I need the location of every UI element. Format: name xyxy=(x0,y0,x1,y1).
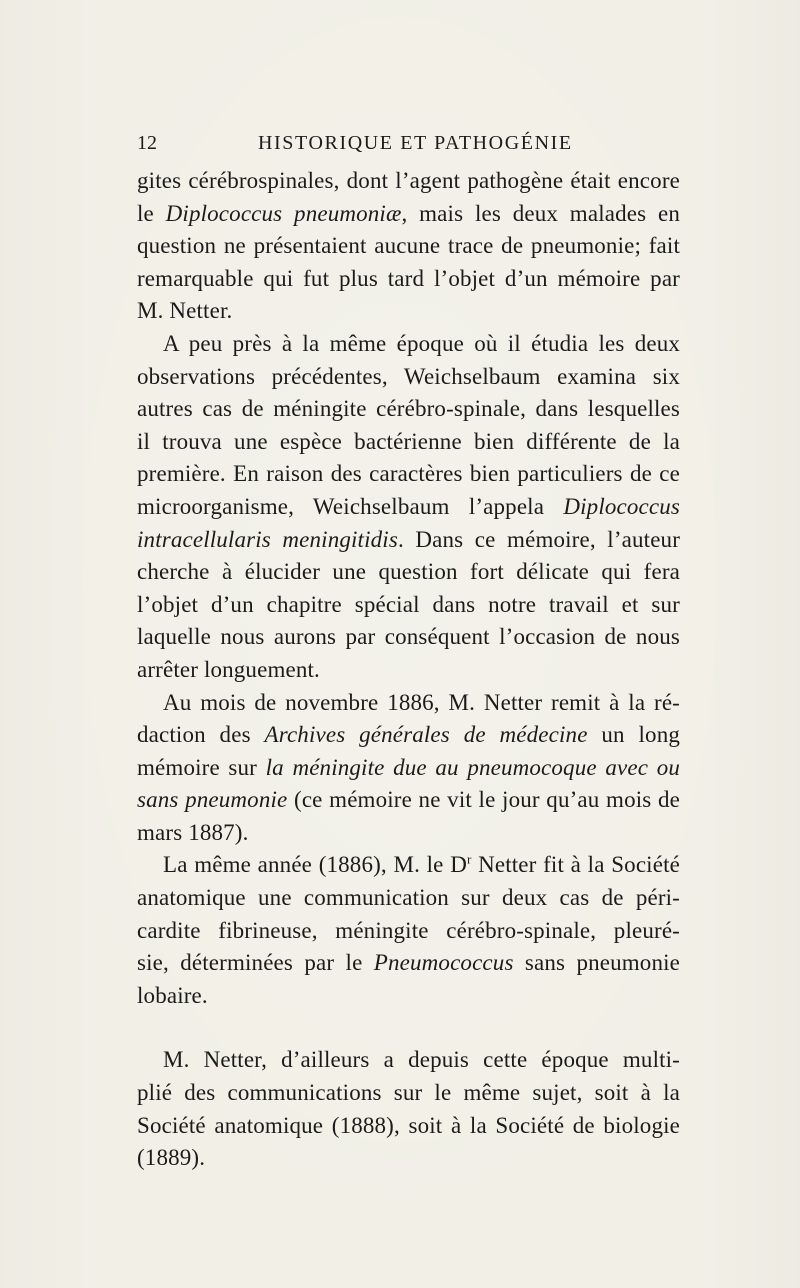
text-line xyxy=(137,752,680,785)
superscript-text: r xyxy=(466,851,472,867)
italic-text: sans pneumonie xyxy=(137,787,288,813)
text-line xyxy=(137,784,680,817)
text-line: anatomique une communication sur deux cas de péri- xyxy=(137,885,680,911)
body-text xyxy=(137,165,680,1175)
text-line: mars 1887). xyxy=(137,819,249,845)
text-span: La même année (1886), M. le D xyxy=(163,852,467,878)
italic-text: intracellularis meningitidis xyxy=(137,526,398,552)
text-line xyxy=(137,849,680,882)
text-span: (ce mémoire ne vit le jour qu’au mois de xyxy=(287,787,680,813)
italic-text: Diplococcus pneumoniæ xyxy=(165,200,402,226)
text-span: mémoire sur xyxy=(137,754,266,780)
text-span: Netter fit à la Société xyxy=(471,852,680,878)
text-line: l’objet d’un chapitre spécial dans notre travail et sur xyxy=(137,591,680,617)
text-line: cherche à élucider une question fort délicate qui fera xyxy=(137,559,680,585)
text-line: première. En raison des caractères bien particuliers de ce xyxy=(137,461,680,487)
text-line: remarquable qui fut plus tard l’objet d’un mémoire par xyxy=(137,265,680,291)
text-span: daction des xyxy=(137,722,265,748)
text-line: (1889). xyxy=(137,1145,206,1171)
text-span: , mais les deux malades en xyxy=(401,200,680,226)
text-line: M. Netter, d’ailleurs a depuis cette époque multi- xyxy=(163,1047,680,1073)
italic-text: Pneumococcus xyxy=(373,950,514,976)
text-line xyxy=(137,524,680,557)
running-head: HISTORIQUE ET PATHOGÉNIE xyxy=(258,132,573,154)
text-span: sie, déterminées par le xyxy=(137,950,374,976)
paragraph xyxy=(137,328,680,687)
text-line xyxy=(137,491,680,524)
paragraph-spacer xyxy=(137,1012,680,1044)
paragraph xyxy=(137,849,680,1012)
text-line xyxy=(137,719,680,752)
text-line: question ne présentaient aucune trace de pneumonie; fait xyxy=(137,233,680,259)
paragraph xyxy=(137,165,680,328)
text-line: observations précédentes, Weichselbaum examina six xyxy=(137,363,680,389)
paragraph xyxy=(137,687,680,850)
text-span: le xyxy=(137,200,166,226)
italic-text: Archives générales de médecine xyxy=(264,722,588,748)
italic-text: Diplococcus xyxy=(563,493,680,519)
text-line: lobaire. xyxy=(137,982,208,1008)
text-line: il trouva une espèce bactérienne bien différente de la xyxy=(137,428,680,454)
text-line: A peu près à la même époque où il étudia les deux xyxy=(163,330,680,356)
text-line: Au mois de novembre 1886, M. Netter remit à la ré- xyxy=(163,689,680,715)
text-line: arrêter longuement. xyxy=(137,656,320,682)
paragraph xyxy=(137,1044,680,1174)
text-line: cardite fibrineuse, méningite cérébro-spinale, pleuré- xyxy=(137,917,680,943)
page-header xyxy=(137,128,677,158)
text-line: autres cas de méningite cérébro-spinale, dans lesquelles xyxy=(137,396,680,422)
italic-text: la méningite due au pneumocoque avec ou xyxy=(265,754,680,780)
text-line: Société anatomique (1888), soit à la Société de biologie xyxy=(137,1112,680,1138)
text-line: gites cérébrospinales, dont l’agent pathogène était encore xyxy=(137,168,680,193)
text-line: plié des communications sur le même sujet, soit à la xyxy=(137,1080,680,1106)
text-span: microorganisme, Weichselbaum l’appela xyxy=(137,493,564,519)
text-span: . Dans ce mémoire, l’auteur xyxy=(397,526,681,552)
text-line: M. Netter. xyxy=(137,298,233,324)
text-span: sans pneumonie xyxy=(513,950,681,976)
text-span: un long xyxy=(587,722,680,748)
text-line: laquelle nous aurons par conséquent l’occasion de nous xyxy=(137,624,680,650)
text-line xyxy=(137,947,680,980)
text-line xyxy=(137,198,680,231)
page-number: 12 xyxy=(137,132,157,154)
